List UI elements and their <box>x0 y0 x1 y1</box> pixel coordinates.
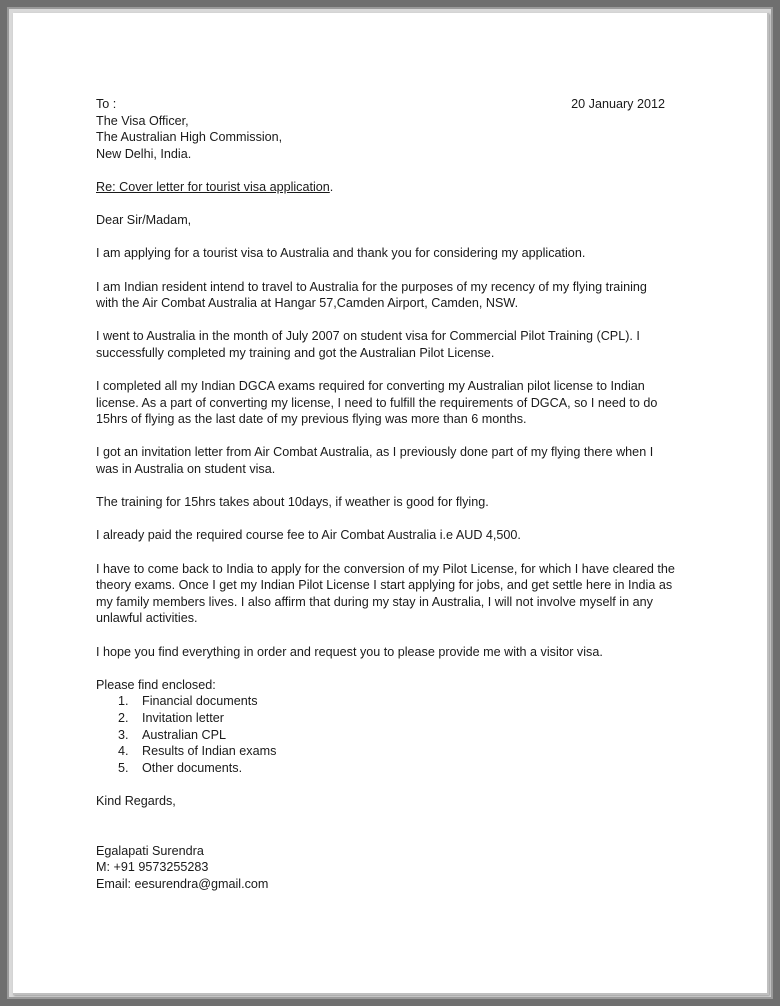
body-paragraph <box>96 527 696 544</box>
enclosure-text: Financial documents <box>142 694 258 709</box>
signature-phone: M: +91 9573255283 <box>96 860 209 875</box>
enclosure-text: Results of Indian exams <box>142 744 277 759</box>
salutation: Dear Sir/Madam, <box>96 213 192 228</box>
body-paragraphs <box>96 245 696 676</box>
signature-name: Egalapati Surendra <box>96 843 204 858</box>
enclosure-text: Invitation letter <box>142 710 224 725</box>
body-paragraph <box>96 561 696 627</box>
closing: Kind Regards, <box>96 793 176 808</box>
paragraph-line: theory exams. Once I get my Indian Pilot License I start applying for jobs, and get settle here in India as <box>96 578 673 593</box>
body-paragraph <box>96 444 696 477</box>
paragraph-line: The training for 15hrs takes about 10days, if weather is good for flying. <box>96 495 489 510</box>
paragraph-line: I completed all my Indian DGCA exams required for converting my Australian pilot license to Indian <box>96 379 645 394</box>
recipient-line: The Australian High Commission, <box>96 130 283 145</box>
body-paragraph <box>96 644 696 661</box>
body-paragraph <box>96 494 696 511</box>
enclosed-label: Please find enclosed: <box>96 677 216 692</box>
enclosure-list <box>96 693 696 776</box>
document-page <box>13 13 769 995</box>
paragraph-line: license. As a part of converting my license, I need to fulfill the requirements of DGCA, so I need to do <box>96 395 658 410</box>
enclosure-number: 5. <box>118 760 129 775</box>
enclosure-text: Australian CPL <box>142 727 226 742</box>
paragraph-line: with the Air Combat Australia at Hangar 57,Camden Airport, Camden, NSW. <box>96 296 519 311</box>
recipient-line: New Delhi, India. <box>96 146 192 161</box>
paragraph-line: I already paid the required course fee to Air Combat Australia i.e AUD 4,500. <box>96 528 521 543</box>
enclosure-number: 1. <box>118 694 129 709</box>
enclosure-item <box>96 727 696 744</box>
signature-email: Email: eesurendra@gmail.com <box>96 876 269 891</box>
paragraph-line: unlawful activities. <box>96 611 198 626</box>
body-paragraph <box>96 245 696 262</box>
enclosure-number: 3. <box>118 727 129 742</box>
enclosure-item <box>96 710 696 727</box>
paragraph-line: I went to Australia in the month of July 2007 on student visa for Commercial Pilot Training (CPL). I <box>96 329 640 344</box>
subject-text: Re: Cover letter for tourist visa application <box>96 179 330 194</box>
subject-period: . <box>329 179 334 194</box>
enclosure-number: 4. <box>118 744 129 759</box>
paragraph-line: 15hrs of flying as the last date of my previous flying was more than 6 months. <box>96 412 527 427</box>
paragraph-line: I hope you find everything in order and request you to please provide me with a visitor visa. <box>96 644 603 659</box>
recipient-line: The Visa Officer, <box>96 113 189 128</box>
subject-line <box>96 179 696 196</box>
paragraph-line: successfully completed my training and got the Australian Pilot License. <box>96 345 495 360</box>
paragraph-line: my family members lives. I also affirm that during my stay in Australia, I will not involve myself in any <box>96 594 653 609</box>
body-paragraph <box>96 378 696 428</box>
paragraph-line: I got an invitation letter from Air Combat Australia, as I previously done part of my flying there when I <box>96 445 654 460</box>
enclosure-item <box>96 760 696 777</box>
enclosure-item <box>96 743 696 760</box>
enclosure-text: Other documents. <box>142 760 243 775</box>
letter-body <box>96 96 696 893</box>
paragraph-line: I am applying for a tourist visa to Australia and thank you for considering my application. <box>96 246 586 261</box>
body-paragraph <box>96 279 696 312</box>
paragraph-line: I have to come back to India to apply for the conversion of my Pilot License, for which I have cleared the <box>96 561 675 576</box>
paragraph-line: was in Australia on student visa. <box>96 462 276 477</box>
enclosure-number: 2. <box>118 710 129 725</box>
body-paragraph <box>96 328 696 361</box>
paragraph-line: I am Indian resident intend to travel to Australia for the purposes of my recency of my flying training <box>96 279 647 294</box>
letter-date: 20 January 2012 <box>571 97 665 111</box>
enclosure-item <box>96 693 696 710</box>
to-label: To : <box>96 97 117 111</box>
